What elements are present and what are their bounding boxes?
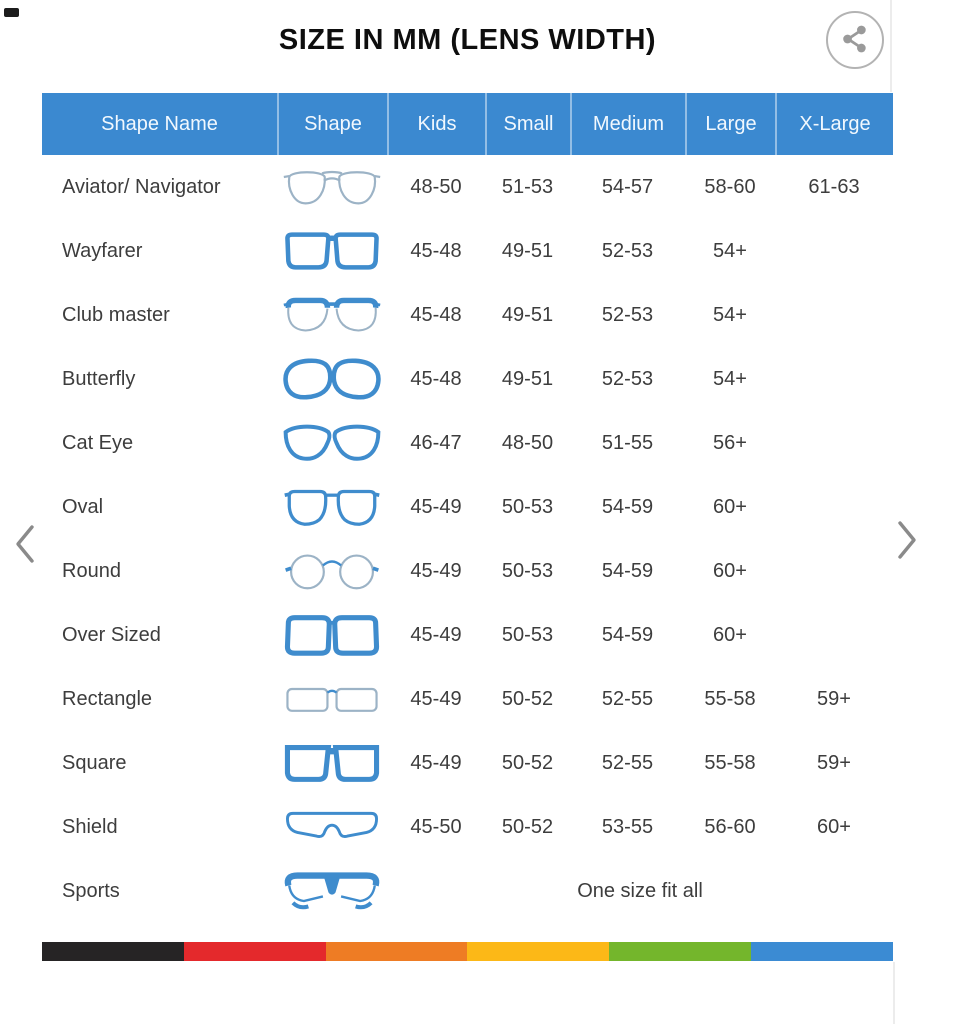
oval-glasses-icon xyxy=(277,484,387,530)
cell-large: 58-60 xyxy=(704,175,756,198)
table-row xyxy=(42,731,893,795)
cateye-glasses-icon xyxy=(277,420,387,466)
cell-small: 50-53 xyxy=(501,623,554,646)
cell-name: Cat Eye xyxy=(62,431,134,454)
cell-small: 49-51 xyxy=(501,239,554,262)
cell-name: Sports xyxy=(62,879,120,902)
share-button[interactable] xyxy=(826,11,884,69)
cell-small: 51-53 xyxy=(501,175,554,198)
cell-medium: 52-53 xyxy=(601,303,654,326)
cell-large: 56-60 xyxy=(704,815,756,838)
table-row xyxy=(42,603,893,667)
column-header-shape-name: Shape Name xyxy=(101,112,218,135)
table-row xyxy=(42,347,893,411)
table-row xyxy=(42,667,893,731)
cell-kids: 45-49 xyxy=(410,751,462,774)
cell-kids: 45-48 xyxy=(410,367,462,390)
wayfarer-glasses-icon xyxy=(277,228,387,274)
card-edge-bottom xyxy=(893,962,895,1024)
cell-large: 60+ xyxy=(713,495,747,518)
cell-kids: 45-49 xyxy=(410,495,462,518)
cell-large: 55-58 xyxy=(704,751,756,774)
cell-medium: 52-53 xyxy=(601,239,654,262)
cell-medium: 52-55 xyxy=(601,687,654,710)
cell-name: Round xyxy=(62,559,121,582)
column-header-small: Small xyxy=(485,93,570,155)
table-row xyxy=(42,283,893,347)
table-row xyxy=(42,155,893,219)
table-row xyxy=(42,795,893,859)
aviator-glasses-icon xyxy=(277,164,387,210)
cell-name: Over Sized xyxy=(62,623,161,646)
cell-medium: 51-55 xyxy=(601,431,654,454)
cell-small: 48-50 xyxy=(501,431,554,454)
cell-medium: 52-55 xyxy=(601,751,654,774)
column-header-xlarge: X-Large xyxy=(775,93,893,155)
table-row xyxy=(42,219,893,283)
cell-xlarge: 61-63 xyxy=(808,175,860,198)
cell-xlarge: 60+ xyxy=(817,815,851,838)
cell-kids: 45-48 xyxy=(410,303,462,326)
brand-stripe-segment xyxy=(609,942,751,961)
cell-name: Oval xyxy=(62,495,104,518)
share-icon xyxy=(838,22,872,59)
cell-medium: 54-59 xyxy=(601,495,654,518)
table-body xyxy=(42,155,893,923)
cell-small: 50-52 xyxy=(501,751,554,774)
cell-name: Rectangle xyxy=(62,687,153,710)
corner-dash xyxy=(4,8,19,17)
cell-name: Club master xyxy=(62,303,170,326)
table-row xyxy=(42,859,893,923)
cell-name: Aviator/ Navigator xyxy=(62,175,221,198)
card-edge-top xyxy=(890,0,892,92)
cell-small: 50-53 xyxy=(501,559,554,582)
cell-name: Square xyxy=(62,751,127,774)
cell-kids: 45-49 xyxy=(410,687,462,710)
cell-kids: 46-47 xyxy=(410,431,462,454)
cell-large: 60+ xyxy=(713,559,747,582)
column-header-medium: Medium xyxy=(570,93,685,155)
brand-stripe xyxy=(42,942,893,961)
cell-medium: 54-57 xyxy=(601,175,654,198)
round-glasses-icon xyxy=(277,548,387,594)
oversized-glasses-icon xyxy=(277,612,387,658)
shield-glasses-icon xyxy=(277,804,387,850)
cell-small: 49-51 xyxy=(501,303,554,326)
butterfly-glasses-icon xyxy=(277,356,387,402)
cell-large: 55-58 xyxy=(704,687,756,710)
cell-kids: 48-50 xyxy=(410,175,462,198)
brand-stripe-segment xyxy=(326,942,468,961)
table-header-row xyxy=(42,93,893,155)
cell-kids: 45-49 xyxy=(410,559,462,582)
size-table xyxy=(42,93,893,923)
brand-stripe-segment xyxy=(184,942,326,961)
square-glasses-icon xyxy=(277,740,387,786)
cell-one-size: One size fit all xyxy=(577,879,703,902)
cell-medium: 52-53 xyxy=(601,367,654,390)
cell-small: 50-52 xyxy=(501,687,554,710)
cell-kids: 45-49 xyxy=(410,623,462,646)
cell-large: 54+ xyxy=(713,367,747,390)
cell-large: 56+ xyxy=(713,431,747,454)
table-row xyxy=(42,475,893,539)
cell-large: 54+ xyxy=(713,303,747,326)
cell-medium: 54-59 xyxy=(601,623,654,646)
column-header-large: Large xyxy=(685,93,775,155)
cell-kids: 45-48 xyxy=(410,239,462,262)
cell-small: 50-52 xyxy=(501,815,554,838)
chevron-left-icon xyxy=(12,553,38,568)
carousel-prev-button[interactable] xyxy=(12,523,38,568)
cell-name: Butterfly xyxy=(62,367,136,390)
cell-xlarge: 59+ xyxy=(817,687,851,710)
column-header-kids: Kids xyxy=(387,93,485,155)
brand-stripe-segment xyxy=(467,942,609,961)
table-row xyxy=(42,539,893,603)
clubmaster-glasses-icon xyxy=(277,292,387,338)
column-header-shape: Shape xyxy=(277,93,387,155)
cell-large: 60+ xyxy=(713,623,747,646)
cell-xlarge: 59+ xyxy=(817,751,851,774)
rectangle-glasses-icon xyxy=(277,676,387,722)
brand-stripe-segment xyxy=(751,942,893,961)
page-title: SIZE IN MM (LENS WIDTH) xyxy=(278,24,657,56)
carousel-next-button[interactable] xyxy=(894,519,920,564)
sports-glasses-icon xyxy=(277,868,387,914)
cell-small: 50-53 xyxy=(501,495,554,518)
cell-small: 49-51 xyxy=(501,367,554,390)
cell-kids: 45-50 xyxy=(410,815,462,838)
brand-stripe-segment xyxy=(42,942,184,961)
cell-name: Shield xyxy=(62,815,118,838)
table-row xyxy=(42,411,893,475)
cell-medium: 53-55 xyxy=(601,815,654,838)
cell-medium: 54-59 xyxy=(601,559,654,582)
cell-name: Wayfarer xyxy=(62,239,143,262)
cell-large: 54+ xyxy=(713,239,747,262)
chevron-right-icon xyxy=(894,549,920,564)
